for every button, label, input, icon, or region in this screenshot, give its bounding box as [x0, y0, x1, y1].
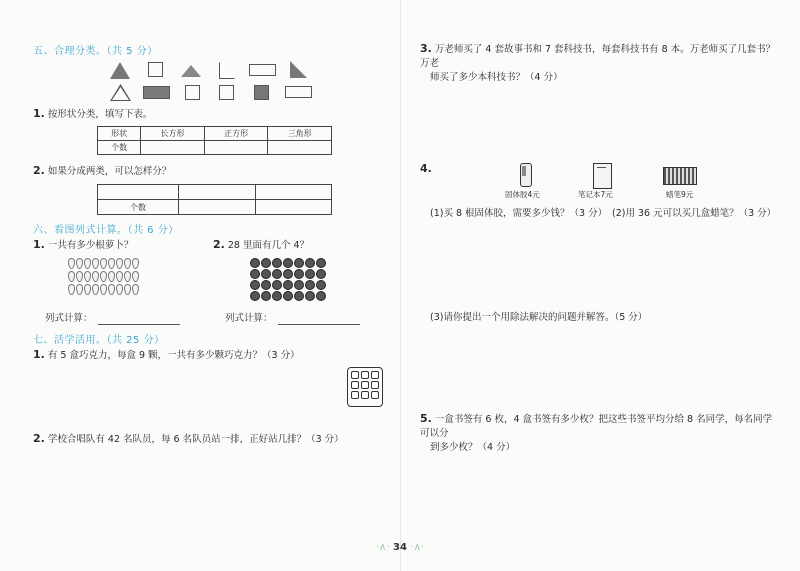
- table2-count2[interactable]: [255, 200, 332, 215]
- two-category-table: [97, 184, 332, 215]
- question-5-2: 2. 如果分成两类，可以怎样分？: [33, 164, 172, 177]
- glue-stick-label-band: [522, 166, 526, 176]
- question-7-3: 3. 万老师买了 4 套故事书和 7 套科技书，每套科技书有 8 本。万老师买了几套书？万老 师买了多少本科技书？（4 分）: [420, 42, 776, 83]
- shape-rectangle-1: [249, 64, 276, 76]
- shape-square-2: [185, 85, 200, 100]
- question-7-2: 2. 学校合唱队有 42 名队员，每 6 名队员站一排，正好站几排？（3 分）: [33, 432, 344, 445]
- question-7-4-1: (1)买 8 根固体胶，需要多少钱？（3 分）: [430, 208, 608, 219]
- table2-cat2[interactable]: [255, 185, 332, 200]
- table-count-square[interactable]: [204, 141, 268, 155]
- carrot-picture: [68, 258, 158, 297]
- section-7-title: 七、活学活用。（共 25 分）: [33, 335, 165, 346]
- shape-square-3: [219, 85, 234, 100]
- table-count-rectangle[interactable]: [141, 141, 205, 155]
- item-glue-stick: 固体胶4元: [505, 190, 540, 199]
- shape-rectangle-2: [285, 86, 312, 98]
- question-6-1: 1. 一共有多少根萝卜？: [33, 238, 134, 251]
- table2-count1[interactable]: [179, 200, 256, 215]
- item-crayons: 蜡笔9元: [666, 190, 694, 199]
- answer-line-2[interactable]: [278, 324, 360, 325]
- question-7-1: 1. 有 5 盒巧克力，每盒 9 颗，一共有多少颗巧克力？（3 分）: [33, 348, 300, 361]
- answer-line-1[interactable]: [98, 324, 180, 325]
- shape-triangle-filled-2: [181, 65, 201, 77]
- table2-count-label: 个数: [98, 200, 179, 215]
- question-7-4-2: (2)用 36 元可以买几盒蜡笔？（3 分）: [612, 208, 777, 219]
- table-count-label: 个数: [98, 141, 141, 155]
- shape-right-triangle-filled: [290, 61, 307, 78]
- shape-rectangle-filled: [143, 86, 170, 99]
- table-header-square: 正方形: [204, 127, 268, 141]
- shape-count-table: [97, 126, 332, 155]
- page-number: ·∧· 34 ·∧·: [375, 542, 425, 553]
- question-5-1: 1. 按形状分类，填写下表。: [33, 107, 153, 120]
- shape-right-triangle: [219, 62, 235, 79]
- question-7-4-3: (3)请你提出一个用除法解决的问题并解答。（5 分）: [430, 312, 648, 323]
- section-5-title: 五、合理分类。（共 5 分）: [33, 46, 158, 57]
- question-7-4: 4.: [420, 162, 432, 175]
- shape-triangle-filled: [110, 62, 130, 79]
- crayon-box-icon: [663, 167, 697, 185]
- chocolate-box-picture: [347, 367, 383, 407]
- shape-square-filled: [254, 85, 269, 100]
- item-notebook: 笔记本7元: [578, 190, 613, 199]
- center-divider: [400, 0, 401, 571]
- shape-triangle-outline-inner: [112, 87, 129, 100]
- table-header-triangle: 三角形: [268, 127, 332, 141]
- shape-square-1: [148, 62, 163, 77]
- formula-label-2: 列式计算：: [225, 313, 273, 324]
- formula-label-1: 列式计算：: [45, 313, 93, 324]
- section-6-title: 六、看图列式计算。（共 6 分）: [33, 225, 179, 236]
- notebook-line: [597, 167, 606, 168]
- question-7-5: 5. 一盒书签有 6 枚，4 盒书签有多少枚？把这些书签平均分给 8 名同学，每名同学可以分 到多少枚？（4 分）: [420, 412, 773, 453]
- table-count-triangle[interactable]: [268, 141, 332, 155]
- question-6-2: 2. 28 里面有几个 4？: [213, 238, 310, 251]
- table-header-rectangle: 长方形: [141, 127, 205, 141]
- apple-picture: [250, 258, 340, 302]
- table2-cat1[interactable]: [179, 185, 256, 200]
- table2-empty-header: [98, 185, 179, 200]
- table-header-shape: 形状: [98, 127, 141, 141]
